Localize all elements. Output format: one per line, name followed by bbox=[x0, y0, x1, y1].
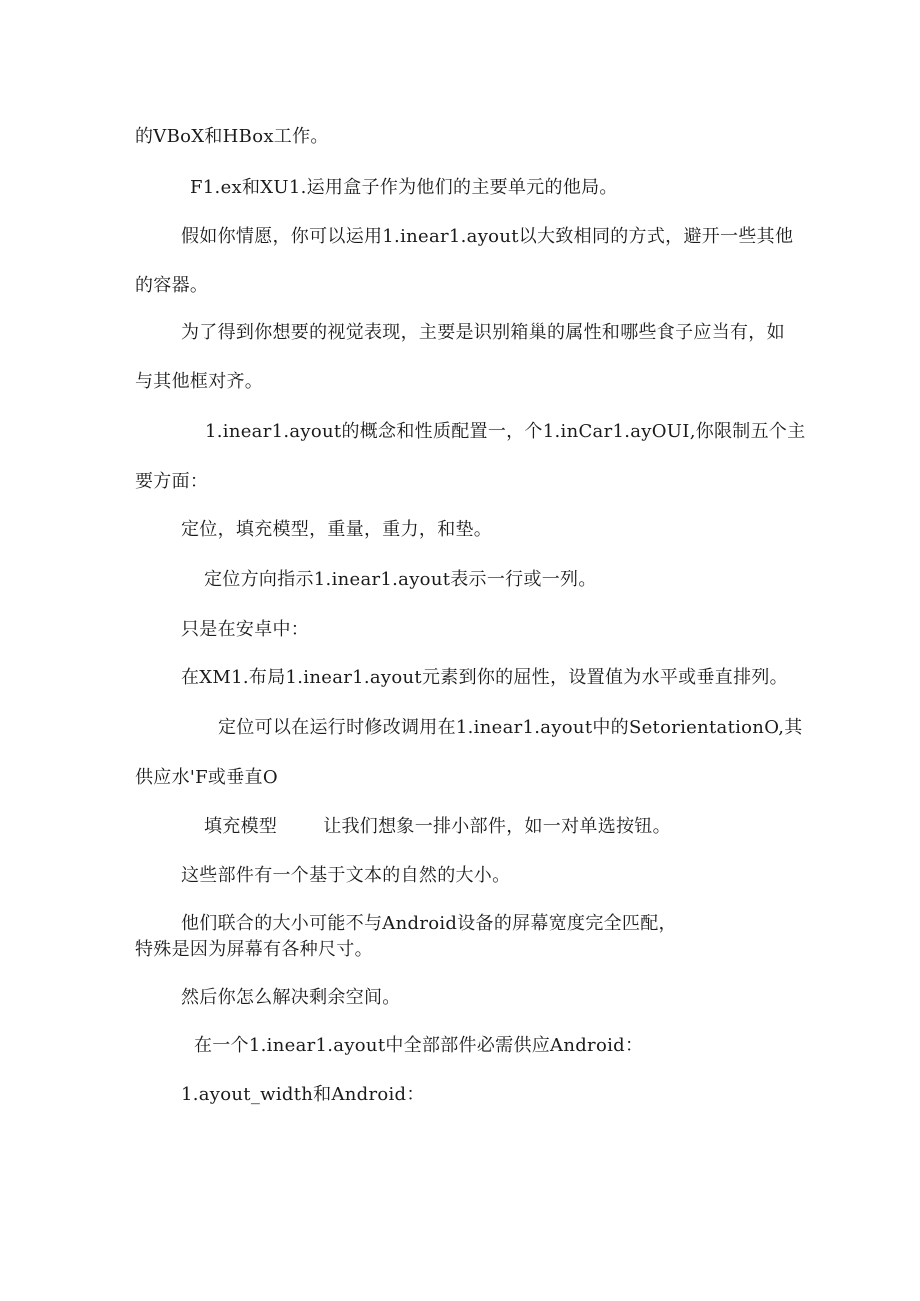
text-line-11: 只是在安卓中： bbox=[181, 619, 310, 640]
text-line-21: 1.ayout_width和Android： bbox=[181, 1084, 425, 1105]
text-line-20: 在一个1.inear1.ayout中全部部件必需供应Android： bbox=[194, 1035, 644, 1056]
text-line-12: 在XM1.布局1.inear1.ayout元素到你的屈性，设置值为水平或垂直排列。 bbox=[181, 667, 788, 688]
text-line-10: 定位方向指示1.inear1.ayout表示一行或一列。 bbox=[204, 569, 597, 590]
text-line-16: 这些部件有一个基于文本的自然的大小。 bbox=[181, 865, 511, 886]
text-line-18: 特殊是因为屏幕有各种尺寸。 bbox=[135, 939, 373, 960]
text-line-2: F1.ex和XU1.运用盒子作为他们的主要单元的他局。 bbox=[190, 177, 618, 198]
text-line-17: 他们联合的大小可能不与Android设备的屏幕宽度完全匹配， bbox=[181, 913, 677, 934]
fill-model-heading: 填充模型 bbox=[204, 816, 278, 837]
text-line-9: 定位，填充模型，重量，重力，和垫。 bbox=[181, 519, 493, 540]
text-line-4: 的容器。 bbox=[135, 275, 209, 296]
text-line-15 bbox=[204, 816, 671, 838]
text-line-14: 供应水'F或垂直O bbox=[135, 767, 278, 788]
text-line-7: 1.inear1.ayout的概念和性质配置一，个1.inCar1.ayOUI,你限制五个主 bbox=[205, 421, 806, 442]
text-line-19: 然后你怎么解决剩余空间。 bbox=[181, 987, 401, 1008]
text-line-13: 定位可以在运行时修改调用在1.inear1.ayout中的SetorientationO,其 bbox=[218, 717, 803, 738]
text-line-6: 与其他框对齐。 bbox=[135, 371, 264, 392]
text-line-3: 假如你情愿，你可以运用1.inear1.ayout以大致相同的方式，避开一些其他 bbox=[181, 226, 794, 247]
text-line-5: 为了得到你想要的视觉表现，主要是识别箱巢的属性和哪些食子应当有，如 bbox=[181, 322, 785, 343]
fill-model-text: 让我们想象一排小部件，如一对单选按钮。 bbox=[323, 816, 671, 837]
text-line-8: 要方面： bbox=[135, 471, 209, 492]
text-line-1: 的VBoX和HBox工作。 bbox=[135, 126, 329, 147]
